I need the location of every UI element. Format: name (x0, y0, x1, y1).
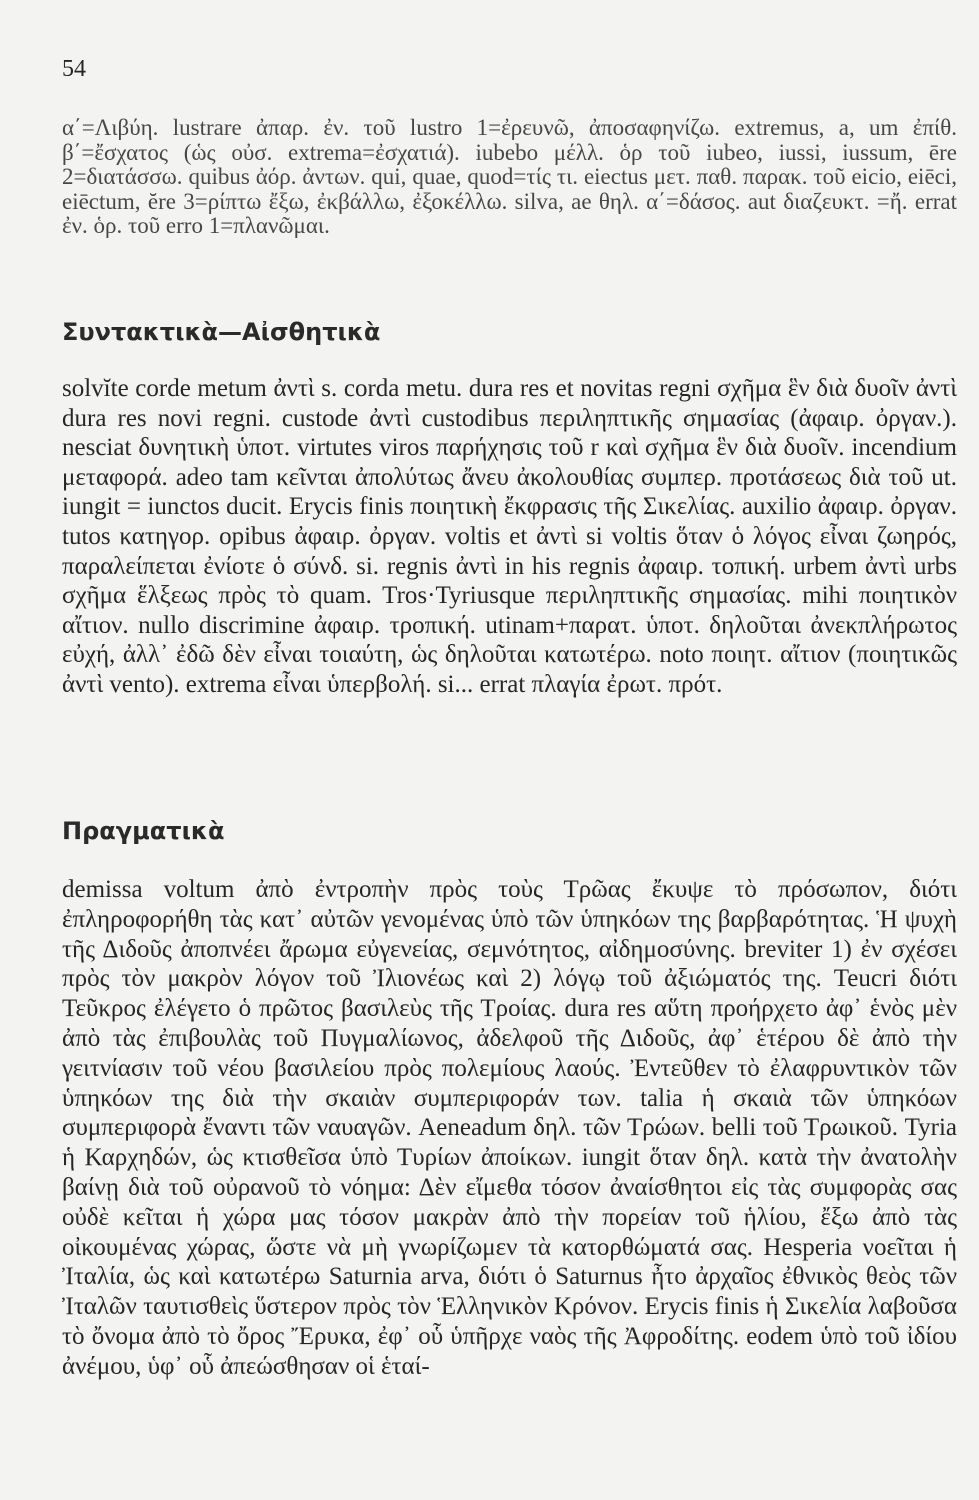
syntax-heading: Συντακτικὰ—Αἰσθητικὰ (62, 318, 381, 346)
content-section (62, 875, 957, 1382)
content-heading: Πραγματικὰ (62, 817, 225, 845)
page-number: 54 (62, 56, 86, 82)
vocabulary-section (62, 116, 957, 239)
vocabulary-paragraph: α΄=Λιβύη. lustrare ἀπαρ. ἐν. τοῦ lustro 1=ἐρευνῶ, ἀποσαφηνίζω. extremus, a, um ἐπίθ. β΄=ἔσχατος (ὡς οὐσ. extrema=ἐσχατιά). iubebo μέλλ. ὁρ τοῦ iubeo, iussi, iussum, ēre 2=διατάσσω. quibus ἀόρ. ἀντων. qui, quae, quod=τίς τι. eiectus μετ. παθ. παρακ. τοῦ eicio, eiēci, eiēctum, ĕre 3=ρίπτω ἔξω, ἐκβάλλω, ἐξοκέλλω. silva, ae θηλ. α΄=δάσος. aut διαζευκτ. =ἤ. errat ἐν. ὁρ. τοῦ erro 1=πλανῶμαι. (62, 115, 957, 238)
syntax-section (62, 374, 957, 700)
syntax-paragraph: solvĭte corde metum ἀντὶ s. corda metu. dura res et novitas regni σχῆμα ἓν διὰ δυοῖν ἀντὶ dura res novi regni. custode ἀντὶ custodibus περιληπτικῆς σημασίας (ἀφαιρ. ὀργαν.). nesciat δυνητικὴ ὑποτ. virtutes viros παρήχησις τοῦ r καὶ σχῆμα ἓν διὰ δυοῖν. incendium μεταφορά. adeo tam κεῖνται ἀπολύτως ἄνευ ἀκολουθίας συμπερ. προτάσεως διὰ τοῦ ut. iungit = iunctos ducit. Erycis finis ποιητικὴ ἔκφρασις τῆς Σικελίας. auxilio ἀφαιρ. ὀργαν. tutos κατηγορ. opibus ἀφαιρ. ὀργαν. voltis et ἀντὶ si voltis ὅταν ὁ λόγος εἶναι ζωηρός, παραλείπεται ἐνίοτε ὁ σύνδ. si. regnis ἀντὶ in his regnis ἀφαιρ. τοπική. urbem ἀντὶ urbs σχῆμα ἕλξεως πρὸς τὸ quam. Tros·Tyriusque περιληπτικῆς σημασίας. mihi ποιητικὸν αἴτιον. nullo discrimine ἀφαιρ. τροπική. utinam+παρατ. ὑποτ. δηλοῦται ἀνεκπλήρωτος εὐχή, ἀλλ᾿ ἐδῶ δὲν εἶναι τοιαύτη, ὡς δηλοῦται κατωτέρω. noto ποιητ. αἴτιον (ποιητικῶς ἀντὶ vento). extrema εἶναι ὑπερβολή. si... errat πλαγία ἐρωτ. πρότ. (62, 375, 957, 698)
content-paragraph: demissa voltum ἀπὸ ἐντροπὴν πρὸς τοὺς Τρῶας ἔκυψε τὸ πρόσωπον, διότι ἐπληροφορήθη τὰς κατ᾿ αὐτῶν γενομένας ὑπὸ τῶν ὑπηκόων της βαρβαρότητας. Ἡ ψυχὴ τῆς Διδοῦς ἀποπνέει ἄρωμα εὐγενείας, σεμνότητος, αἰδημοσύνης. breviter 1) ἐν σχέσει πρὸς τὸν μακρὸν λόγον τοῦ Ἰλιονέως καὶ 2) λόγῳ τοῦ ἀξιώματός της. Teucri διότι Τεῦκρος ἐλέγετο ὁ πρῶτος βασιλεὺς τῆς Τροίας. dura res αὕτη προήρχετο ἀφ᾿ ἑνὸς μὲν ἀπὸ τὰς ἐπιβουλὰς τοῦ Πυγμαλίωνος, ἀδελφοῦ τῆς Διδοῦς, ἀφ᾿ ἑτέρου δὲ ἀπὸ τὴν γειτνίασιν τοῦ νέου βασιλείου πρὸς πολεμίους λαούς. Ἐντεῦθεν τὸ ἐλαφρυντικὸν τῶν ὑπηκόων της διὰ τὴν σκαιὰν συμπεριφοράν των. talia ἡ σκαιὰ τῶν ὑπηκόων συμπεριφορὰ ἔναντι τῶν ναυαγῶν. Aeneadum δηλ. τῶν Τρώων. belli τοῦ Τρωικοῦ. Tyria ἡ Καρχηδών, ὡς κτισθεῖσα ὑπὸ Τυρίων ἀποίκων. iungit ὅταν δηλ. κατὰ τὴν ἀνατολὴν βαίνῃ διὰ τοῦ οὐρανοῦ τὸ νόημα: Δὲν εἴμεθα τόσον ἀναίσθητοι εἰς τὰς συμφορὰς σας οὐδὲ κεῖται ἡ χώρα μας τόσον μακρὰν ἀπὸ τὴν πορείαν τοῦ ἡλίου, ἔξω ἀπὸ τὰς οἰκουμένας χώρας, ὥστε νὰ μὴ γνωρίζωμεν τὰ κατορθώματά σας. Hesperia νοεῖται ἡ Ἰταλία, ὡς καὶ κατωτέρω Saturnia arva, διότι ὁ Saturnus ἦτο ἀρχαῖος ἐθνικὸς θεὸς τῶν Ἰταλῶν ταυτισθεὶς ὕστερον πρὸς τὸν Ἑλληνικὸν Κρόνον. Erycis finis ἡ Σικελία λαβοῦσα τὸ ὄνομα ἀπὸ τὸ ὄρος Ἔρυκα, ἐφ᾿ οὗ ὑπῆρχε ναὸς τῆς Ἀφροδίτης. eodem ὑπὸ τοῦ ἰδίου ἀνέμου, ὑφ᾿ οὗ ἀπεώσθησαν οἱ ἑταί- (62, 876, 957, 1380)
